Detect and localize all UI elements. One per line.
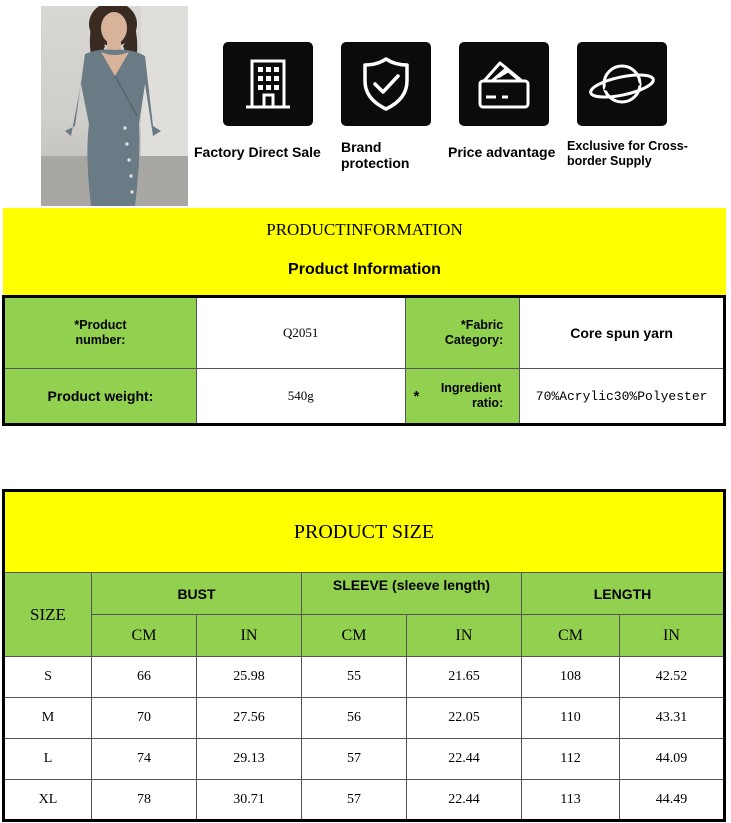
length-in-cell: 43.31 (620, 698, 725, 739)
product-info-table (2, 295, 726, 426)
bust-cm-cell: 78 (92, 780, 197, 821)
bust-header: BUST (92, 573, 302, 615)
bust-in-cell: 27.56 (197, 698, 302, 739)
ingredient-label: * Ingredient ratio: (405, 369, 520, 425)
sleeve-in-cell: 22.44 (407, 780, 522, 821)
fabric-value: Core spun yarn (520, 297, 725, 369)
length-cm-cell: 112 (522, 739, 620, 780)
sleeve-in-cell: 22.44 (407, 739, 522, 780)
banner-subtitle: Product Information (288, 261, 441, 278)
sleeve-cm-cell: 55 (302, 657, 407, 698)
sleeve-cm-cell: 57 (302, 780, 407, 821)
length-header: LENGTH (522, 573, 725, 615)
sleeve-cm-cell: 56 (302, 698, 407, 739)
fabric-label: *Fabric Category: (405, 297, 520, 369)
table-row (4, 698, 725, 739)
unit-header: IN (620, 615, 725, 657)
size-column-header: SIZE (4, 573, 92, 657)
info-row (4, 369, 725, 425)
length-cm-cell: 110 (522, 698, 620, 739)
bust-cm-cell: 74 (92, 739, 197, 780)
sleeve-header: SLEEVE (sleeve length) (302, 573, 522, 615)
sleeve-cm-cell: 57 (302, 739, 407, 780)
unit-header: CM (302, 615, 407, 657)
unit-header: IN (407, 615, 522, 657)
sleeve-in-cell: 22.05 (407, 698, 522, 739)
feature-label: Brand protection (341, 139, 410, 171)
weight-value: 540g (196, 369, 405, 425)
bust-cm-cell: 66 (92, 657, 197, 698)
length-cm-cell: 113 (522, 780, 620, 821)
ingredient-value: 70%Acrylic30%Polyester (520, 369, 725, 425)
table-row (4, 780, 725, 821)
product-number-label: *Product number: (4, 297, 197, 369)
length-in-cell: 42.52 (620, 657, 725, 698)
product-size-table (2, 489, 726, 822)
info-row (4, 297, 725, 369)
product-information-banner (3, 208, 726, 295)
bust-cm-cell: 70 (92, 698, 197, 739)
table-row (4, 657, 725, 698)
banner-title: PRODUCTINFORMATION (266, 220, 463, 239)
size-cell: M (4, 698, 92, 739)
feature-label: Exclusive for Cross- border Supply (567, 139, 688, 168)
unit-header: IN (197, 615, 302, 657)
length-in-cell: 44.09 (620, 739, 725, 780)
planet-icon (577, 42, 667, 126)
table-row (4, 739, 725, 780)
bust-in-cell: 29.13 (197, 739, 302, 780)
building-icon (223, 42, 313, 126)
shield-check-icon (341, 42, 431, 126)
weight-label: Product weight: (4, 369, 197, 425)
bust-in-cell: 30.71 (197, 780, 302, 821)
bust-in-cell: 25.98 (197, 657, 302, 698)
size-cell: L (4, 739, 92, 780)
size-cell: S (4, 657, 92, 698)
feature-cross-border (567, 42, 717, 168)
credit-card-icon (459, 42, 549, 126)
unit-header: CM (92, 615, 197, 657)
size-cell: XL (4, 780, 92, 821)
unit-header: CM (522, 615, 620, 657)
length-cm-cell: 108 (522, 657, 620, 698)
length-in-cell: 44.49 (620, 780, 725, 821)
size-table-title: PRODUCT SIZE (4, 491, 725, 573)
feature-label: Factory Direct Sale (194, 144, 321, 160)
product-number-value: Q2051 (196, 297, 405, 369)
feature-label: Price advantage (448, 144, 556, 160)
sleeve-in-cell: 21.65 (407, 657, 522, 698)
product-photo (41, 6, 188, 206)
